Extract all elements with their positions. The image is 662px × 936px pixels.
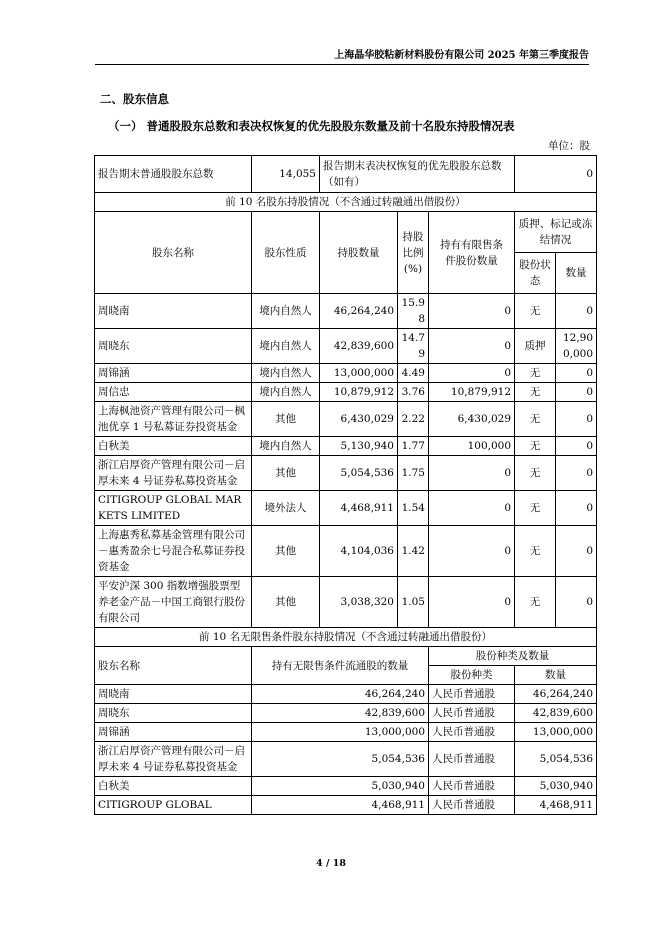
header-pledge-qty: 数量 bbox=[556, 253, 597, 294]
u-holder-qty: 4,468,911 bbox=[515, 796, 597, 815]
u-holder-name: CITIGROUP GLOBAL bbox=[95, 796, 252, 815]
holder-shares: 4,104,036 bbox=[320, 526, 398, 577]
report-header: 上海晶华胶粘新材料股份有限公司 2025 年第三季度报告 bbox=[95, 46, 589, 65]
holder-status: 无 bbox=[515, 383, 556, 402]
unrestricted-row bbox=[95, 796, 597, 815]
holder-restricted: 0 bbox=[429, 577, 515, 628]
top10-title: 前 10 名股东持股情况（不含通过转融通出借股份） bbox=[95, 193, 597, 212]
holder-qty: 0 bbox=[556, 437, 597, 456]
unrestricted-row bbox=[95, 777, 597, 796]
top10-row bbox=[95, 491, 597, 526]
holder-shares: 6,430,029 bbox=[320, 402, 398, 437]
holder-name: 上海惠秀私募基金管理有限公司－惠秀盈余七号混合私募证券投资基金 bbox=[95, 526, 252, 577]
holder-qty: 12,900,000 bbox=[556, 329, 597, 364]
holder-restricted: 0 bbox=[429, 294, 515, 329]
holder-nature: 境内自然人 bbox=[252, 294, 320, 329]
u-holder-type: 人民币普通股 bbox=[429, 704, 515, 723]
u-holder-shares: 5,030,940 bbox=[252, 777, 429, 796]
top10-row bbox=[95, 294, 597, 329]
holder-shares: 42,839,600 bbox=[320, 329, 398, 364]
u-holder-name: 周晓南 bbox=[95, 685, 252, 704]
u-holder-shares: 42,839,600 bbox=[252, 704, 429, 723]
u-holder-name: 周锦涵 bbox=[95, 723, 252, 742]
u-holder-type: 人民币普通股 bbox=[429, 742, 515, 777]
holder-restricted: 0 bbox=[429, 491, 515, 526]
top10-row bbox=[95, 364, 597, 383]
holder-ratio: 15.98 bbox=[398, 294, 429, 329]
holder-restricted: 0 bbox=[429, 329, 515, 364]
u-holder-qty: 42,839,600 bbox=[515, 704, 597, 723]
u-holder-shares: 13,000,000 bbox=[252, 723, 429, 742]
total-holders-value: 14,055 bbox=[252, 156, 320, 193]
u-holder-type: 人民币普通股 bbox=[429, 723, 515, 742]
holder-nature: 境外法人 bbox=[252, 491, 320, 526]
unit-label: 单位：股 bbox=[548, 140, 590, 152]
pref-holders-value: 0 bbox=[515, 156, 597, 193]
u-holder-name: 周晓东 bbox=[95, 704, 252, 723]
unrestricted-row bbox=[95, 742, 597, 777]
pref-holders-label: 报告期末表决权恢复的优先股股东总数（如有） bbox=[320, 156, 515, 193]
holder-shares: 46,264,240 bbox=[320, 294, 398, 329]
u-holder-shares: 5,054,536 bbox=[252, 742, 429, 777]
header-pledge: 质押、标记或冻结情况 bbox=[515, 212, 597, 253]
holder-ratio: 14.79 bbox=[398, 329, 429, 364]
holder-name: 周晓南 bbox=[95, 294, 252, 329]
u-holder-qty: 46,264,240 bbox=[515, 685, 597, 704]
top10-header-row bbox=[95, 212, 597, 253]
u-holder-type: 人民币普通股 bbox=[429, 796, 515, 815]
holder-name: 上海枫池资产管理有限公司－枫池优享 1 号私募证券投资基金 bbox=[95, 402, 252, 437]
summary-row bbox=[95, 156, 597, 193]
unrestricted-title-row bbox=[95, 628, 597, 647]
holder-shares: 3,038,320 bbox=[320, 577, 398, 628]
holder-nature: 境内自然人 bbox=[252, 383, 320, 402]
holder-name: CITIGROUP GLOBAL MARKETS LIMITED bbox=[95, 491, 252, 526]
header-restricted: 持有有限售条件股份数量 bbox=[429, 212, 515, 294]
holder-restricted: 10,879,912 bbox=[429, 383, 515, 402]
holder-shares: 10,879,912 bbox=[320, 383, 398, 402]
top10-row bbox=[95, 383, 597, 402]
holder-restricted: 100,000 bbox=[429, 437, 515, 456]
holder-ratio: 3.76 bbox=[398, 383, 429, 402]
holder-qty: 0 bbox=[556, 577, 597, 628]
holder-nature: 其他 bbox=[252, 456, 320, 491]
holder-status: 无 bbox=[515, 437, 556, 456]
header-name: 股东名称 bbox=[95, 212, 252, 294]
holder-name: 周锦涵 bbox=[95, 364, 252, 383]
holder-qty: 0 bbox=[556, 491, 597, 526]
section-title: 二、股东信息 bbox=[100, 92, 169, 106]
header-shares: 持股数量 bbox=[320, 212, 398, 294]
u-holder-name: 白秋美 bbox=[95, 777, 252, 796]
holder-nature: 其他 bbox=[252, 526, 320, 577]
unrestricted-row bbox=[95, 723, 597, 742]
top10-row bbox=[95, 456, 597, 491]
holder-qty: 0 bbox=[556, 456, 597, 491]
top10-row bbox=[95, 437, 597, 456]
u-header-qty: 数量 bbox=[515, 666, 597, 685]
unrestricted-row bbox=[95, 704, 597, 723]
holder-name: 周晓东 bbox=[95, 329, 252, 364]
top10-title-row bbox=[95, 193, 597, 212]
holder-restricted: 0 bbox=[429, 364, 515, 383]
header-pledge-status: 股份状态 bbox=[515, 253, 556, 294]
holder-ratio: 4.49 bbox=[398, 364, 429, 383]
holder-nature: 境内自然人 bbox=[252, 437, 320, 456]
holder-name: 周信忠 bbox=[95, 383, 252, 402]
holder-ratio: 1.54 bbox=[398, 491, 429, 526]
holder-restricted: 0 bbox=[429, 456, 515, 491]
top10-row bbox=[95, 402, 597, 437]
u-holder-type: 人民币普通股 bbox=[429, 685, 515, 704]
page-number: 4 / 18 bbox=[316, 858, 346, 869]
shareholder-table bbox=[94, 155, 597, 815]
holder-status: 无 bbox=[515, 491, 556, 526]
holder-nature: 其他 bbox=[252, 577, 320, 628]
holder-shares: 13,000,000 bbox=[320, 364, 398, 383]
holder-name: 浙江启厚资产管理有限公司－启厚未来 4 号证券私募投资基金 bbox=[95, 456, 252, 491]
u-holder-qty: 5,054,536 bbox=[515, 742, 597, 777]
holder-nature: 境内自然人 bbox=[252, 329, 320, 364]
header-ratio: 持股比例(%) bbox=[398, 212, 429, 294]
holder-ratio: 1.05 bbox=[398, 577, 429, 628]
holder-shares: 5,130,940 bbox=[320, 437, 398, 456]
holder-nature: 境内自然人 bbox=[252, 364, 320, 383]
holder-name: 平安沪深 300 指数增强股票型养老金产品－中国工商银行股份有限公司 bbox=[95, 577, 252, 628]
u-header-shares: 持有无限售条件流通股的数量 bbox=[252, 647, 429, 685]
unrestricted-header-row bbox=[95, 647, 597, 666]
holder-status: 无 bbox=[515, 364, 556, 383]
total-holders-label: 报告期末普通股股东总数 bbox=[95, 156, 252, 193]
unrestricted-title: 前 10 名无限售条件股东持股情况（不含通过转融通出借股份） bbox=[95, 628, 597, 647]
u-holder-qty: 5,030,940 bbox=[515, 777, 597, 796]
u-header-type: 股份种类 bbox=[429, 666, 515, 685]
holder-shares: 5,054,536 bbox=[320, 456, 398, 491]
holder-qty: 0 bbox=[556, 294, 597, 329]
holder-status: 无 bbox=[515, 294, 556, 329]
top10-row bbox=[95, 526, 597, 577]
subsection-title: （一） 普通股股东总数和表决权恢复的优先股股东数量及前十名股东持股情况表 bbox=[108, 119, 515, 133]
u-holder-shares: 46,264,240 bbox=[252, 685, 429, 704]
u-holder-name: 浙江启厚资产管理有限公司－启厚未来 4 号证券私募投资基金 bbox=[95, 742, 252, 777]
holder-status: 无 bbox=[515, 526, 556, 577]
u-holder-shares: 4,468,911 bbox=[252, 796, 429, 815]
holder-nature: 其他 bbox=[252, 402, 320, 437]
holder-status: 无 bbox=[515, 456, 556, 491]
holder-ratio: 2.22 bbox=[398, 402, 429, 437]
holder-status: 无 bbox=[515, 402, 556, 437]
holder-restricted: 6,430,029 bbox=[429, 402, 515, 437]
holder-name: 白秋美 bbox=[95, 437, 252, 456]
holder-ratio: 1.42 bbox=[398, 526, 429, 577]
holder-status: 无 bbox=[515, 577, 556, 628]
top10-row bbox=[95, 329, 597, 364]
u-holder-qty: 13,000,000 bbox=[515, 723, 597, 742]
holder-status: 质押 bbox=[515, 329, 556, 364]
top10-row bbox=[95, 577, 597, 628]
u-header-type-qty: 股份种类及数量 bbox=[429, 647, 597, 666]
holder-qty: 0 bbox=[556, 383, 597, 402]
holder-qty: 0 bbox=[556, 526, 597, 577]
unrestricted-row bbox=[95, 685, 597, 704]
u-holder-type: 人民币普通股 bbox=[429, 777, 515, 796]
holder-qty: 0 bbox=[556, 402, 597, 437]
holder-ratio: 1.77 bbox=[398, 437, 429, 456]
holder-ratio: 1.75 bbox=[398, 456, 429, 491]
holder-restricted: 0 bbox=[429, 526, 515, 577]
header-nature: 股东性质 bbox=[252, 212, 320, 294]
holder-shares: 4,468,911 bbox=[320, 491, 398, 526]
holder-qty: 0 bbox=[556, 364, 597, 383]
u-header-name: 股东名称 bbox=[95, 647, 252, 685]
